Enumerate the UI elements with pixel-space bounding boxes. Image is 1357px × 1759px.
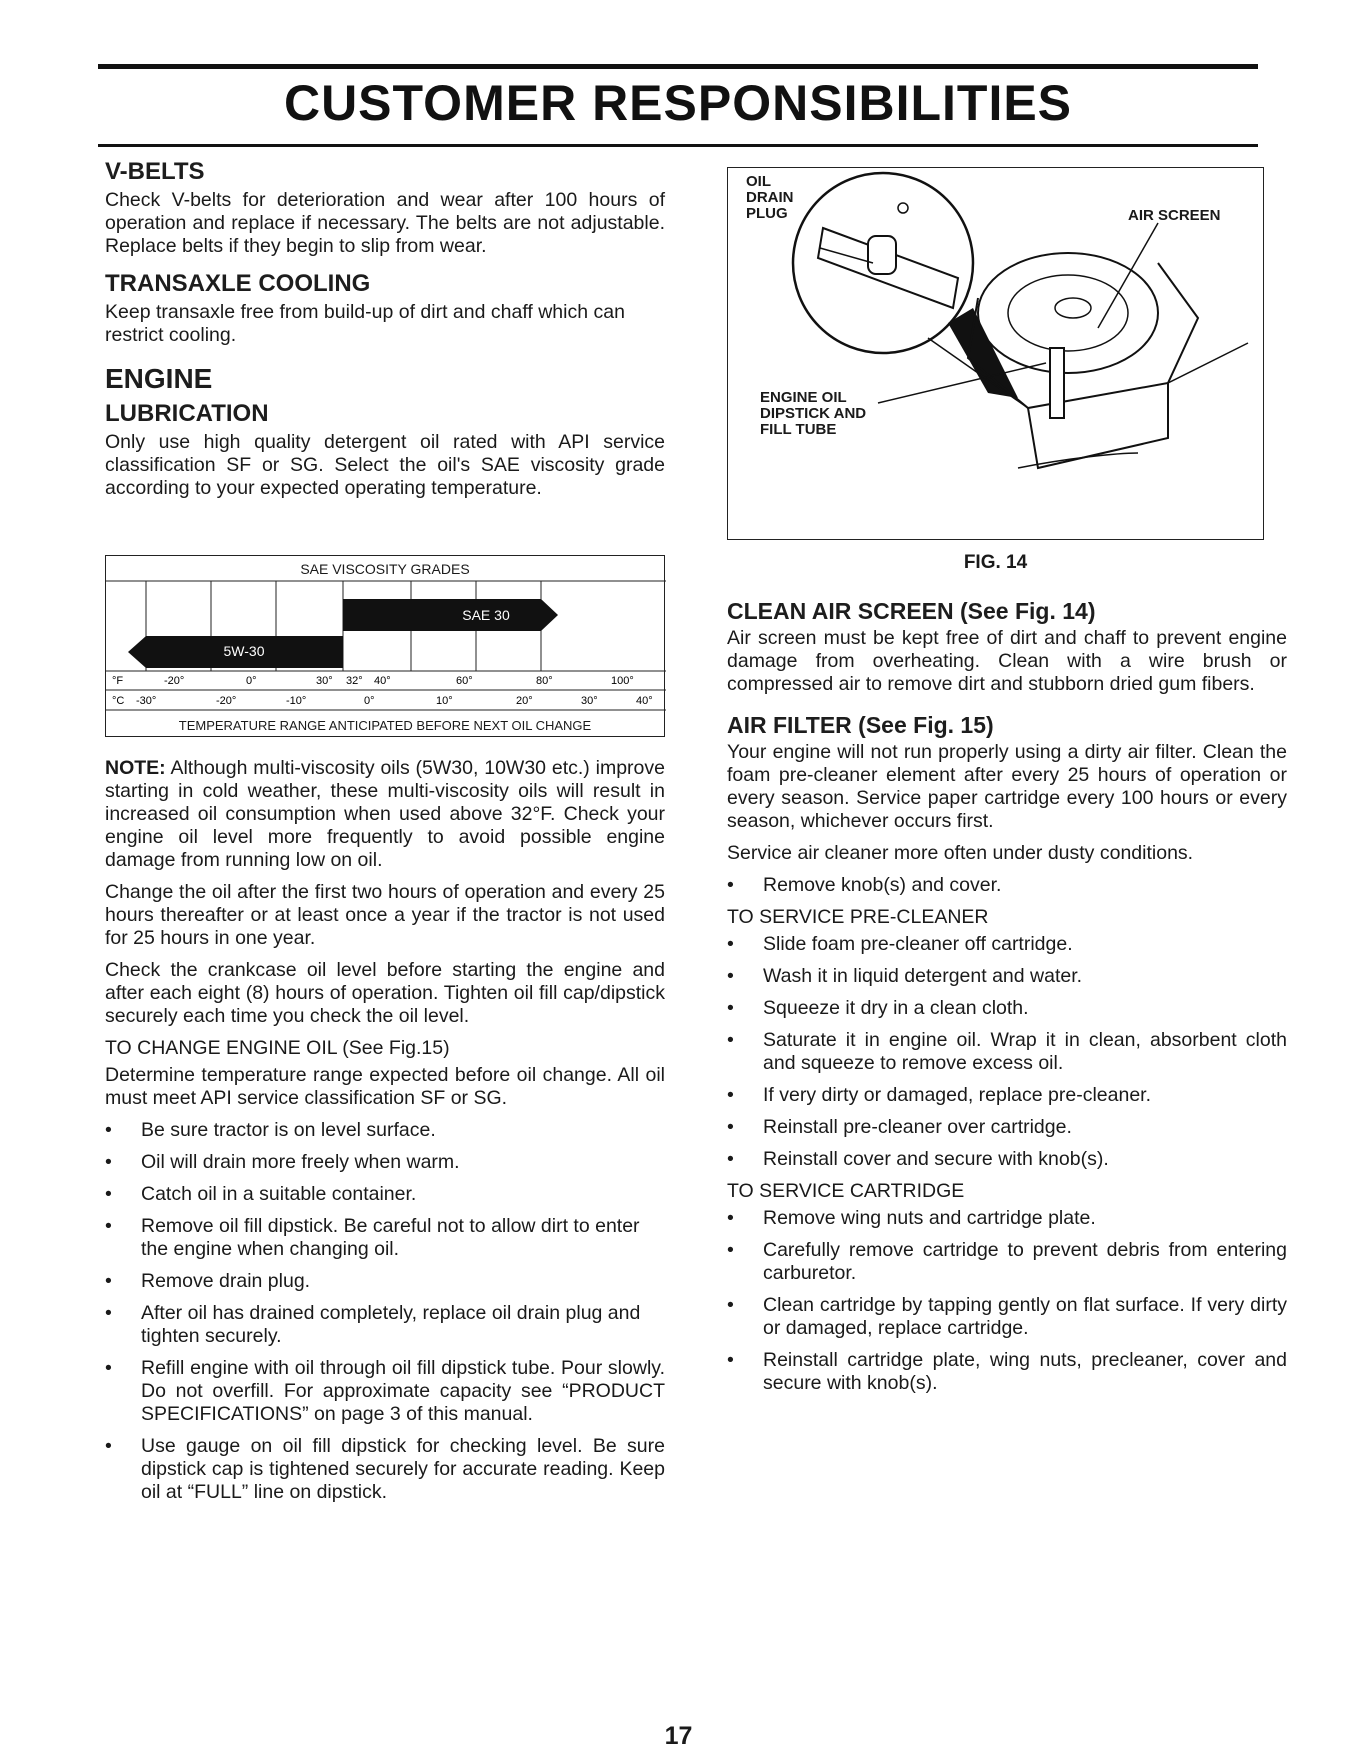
list-item: • Saturate it in engine oil. Wrap it in clean, absorbent cloth and squeeze to remove excess oil. [727,1029,1287,1075]
engine-heading: ENGINE [105,363,213,394]
dusty-conditions-text: Service air cleaner more often under dusty conditions. [727,842,1194,864]
page-title: CUSTOMER RESPONSIBILITIES [283,75,1073,131]
list-item: • Remove drain plug. [105,1270,665,1293]
chart-title: SAE VISCOSITY GRADES [300,561,470,577]
f-tick: 80° [536,675,553,687]
left-column-lower [105,757,665,1513]
top-rule [98,64,1258,69]
c-tick: 20° [516,695,533,707]
sae30-bar [343,599,558,631]
f-tick: 0° [246,675,257,687]
transaxle-text: Keep transaxle free from build-up of dirt and chaff which can restrict cooling. [105,301,625,346]
change-oil-steps [105,1119,665,1504]
list-item: • Wash it in liquid detergent and water. [727,965,1287,988]
list-item: • Squeeze it dry in a clean cloth. [727,997,1287,1020]
f-tick: 40° [374,675,391,687]
list-item: • Slide foam pre-cleaner off cartridge. [727,933,1287,956]
list-item: • Use gauge on oil fill dipstick for checking level. Be sure dipstick cap is tightened securely for accurate reading. Keep oil at “FULL” line on dipstick. [105,1435,665,1504]
list-item: • Oil will drain more freely when warm. [105,1151,665,1174]
list-item: • Reinstall cartridge plate, wing nuts, precleaner, cover and secure with knob(s). [727,1349,1287,1395]
note-paragraph [105,757,665,872]
list-item: • Reinstall pre-cleaner over cartridge. [727,1116,1287,1139]
vbelts-text: Check V-belts for deterioration and wear after 100 hours of operation and replace if necessary. The belts are not adjustable. Replace belts if they begin to slip from wear. [105,189,665,257]
f-tick: 100° [611,675,634,687]
check-oil-text: Check the crankcase oil level before starting the engine and after each eight (8) hours of operation. Tighten oil fill cap/dipstick securely each time you check the oil level. [105,959,665,1027]
f-tick: 30° [316,675,333,687]
left-column [105,160,665,509]
celsius-unit: °C [112,695,125,707]
right-column [727,600,1287,1404]
dipstick-label [760,390,866,438]
precleaner-label: TO SERVICE PRE-CLEANER [727,906,989,928]
label-line: ENGINE OIL [760,389,847,406]
c-tick: 30° [581,695,598,707]
list-item: • If very dirty or damaged, replace pre-cleaner. [727,1084,1287,1107]
air-screen-label: AIR SCREEN [1128,207,1221,224]
lubrication-heading: LUBRICATION [105,400,269,427]
list-item: • Catch oil in a suitable container. [105,1183,665,1206]
label-line: FILL TUBE [760,421,837,438]
precleaner-steps [727,933,1287,1171]
vbelts-heading: V-BELTS [105,158,205,185]
transaxle-heading: TRANSAXLE COOLING [105,270,371,297]
note-lead: NOTE: [105,757,166,779]
c-tick: 40° [636,695,653,707]
list-item: • Clean cartridge by tapping gently on flat surface. If very dirty or damaged, replace cartridge. [727,1294,1287,1340]
list-item: • Remove oil fill dipstick. Be careful not to allow dirt to enter the engine when changing oil. [105,1215,665,1261]
list-item: • After oil has drained completely, replace oil drain plug and tighten securely. [105,1302,665,1348]
label-line: DRAIN [746,189,794,206]
list-item: • Remove wing nuts and cartridge plate. [727,1207,1287,1230]
sae-viscosity-chart [105,555,665,737]
c-tick: -20° [216,695,237,707]
change-oil-label: TO CHANGE ENGINE OIL (See Fig.15) [105,1037,450,1059]
c-tick: -30° [136,695,157,707]
change-oil-text: Change the oil after the first two hours of operation and every 25 hours thereafter or at least once a year if the tractor is not used for 25 hours in one year. [105,881,665,949]
list-item: • Reinstall cover and secure with knob(s). [727,1148,1287,1171]
determine-text: Determine temperature range expected before oil change. All oil must meet API service classification SF or SG. [105,1064,665,1109]
remove-cover-list [727,874,1287,897]
f-tick: 60° [456,675,473,687]
list-item: • Carefully remove cartridge to prevent debris from entering carburetor. [727,1239,1287,1285]
note-text: Although multi-viscosity oils (5W30, 10W30 etc.) improve starting in cold weather, these multi-viscosity oils will result in increased oil consumption when used above 32°F. Check your engine oil level more frequently to avoid possible engine damage from running low on oil. [105,757,665,871]
c-tick: 10° [436,695,453,707]
oil-drain-plug-label [746,174,794,222]
air-screen-text: Air screen must be kept free of dirt and chaff to prevent engine damage from overheating. Clean with a wire brush or compressed air to remove dirt and stubborn dried gum fibers. [727,627,1287,695]
label-line: OIL [746,173,771,190]
cartridge-label: TO SERVICE CARTRIDGE [727,1180,965,1202]
list-item: • Be sure tractor is on level surface. [105,1119,665,1142]
page-number: 17 [664,1722,693,1750]
label-line: DIPSTICK AND [760,405,867,422]
lubrication-text: Only use high quality detergent oil rated with API service classification SF or SG. Select the oil's SAE viscosity grade according to your expected operating temperature. [105,431,665,499]
label-line: PLUG [746,205,788,222]
figure-14 [727,167,1264,540]
chart-graphic [106,556,666,738]
air-filter-heading: AIR FILTER (See Fig. 15) [727,712,994,738]
air-filter-text: Your engine will not run properly using a dirty air filter. Clean the foam pre-cleaner element after every 25 hours of operation or every season. Service paper cartridge every 100 hours or every season, whichever occurs first. [727,741,1287,832]
f-tick: -20° [164,675,185,687]
c-tick: 0° [364,695,375,707]
cartridge-steps [727,1207,1287,1395]
5w30-label: 5W-30 [223,643,265,659]
figure-caption: FIG. 14 [963,552,1028,573]
c-tick: -10° [286,695,307,707]
chart-footer: TEMPERATURE RANGE ANTICIPATED BEFORE NEXT OIL CHANGE [178,718,592,733]
list-item: • Refill engine with oil through oil fill dipstick tube. Pour slowly. Do not overfill. For approximate capacity see “PRODUCT SPECIFICATIONS” on page 3 of this manual. [105,1357,665,1426]
fahrenheit-unit: °F [112,675,124,687]
list-item: • Remove knob(s) and cover. [727,874,1287,897]
air-screen-heading: CLEAN AIR SCREEN (See Fig. 14) [727,598,1096,624]
dipstick-icon [1050,348,1064,418]
f-tick: 32° [346,675,363,687]
drain-plug-icon [868,236,896,274]
sae30-label: SAE 30 [462,607,510,623]
title-rule [98,144,1258,147]
